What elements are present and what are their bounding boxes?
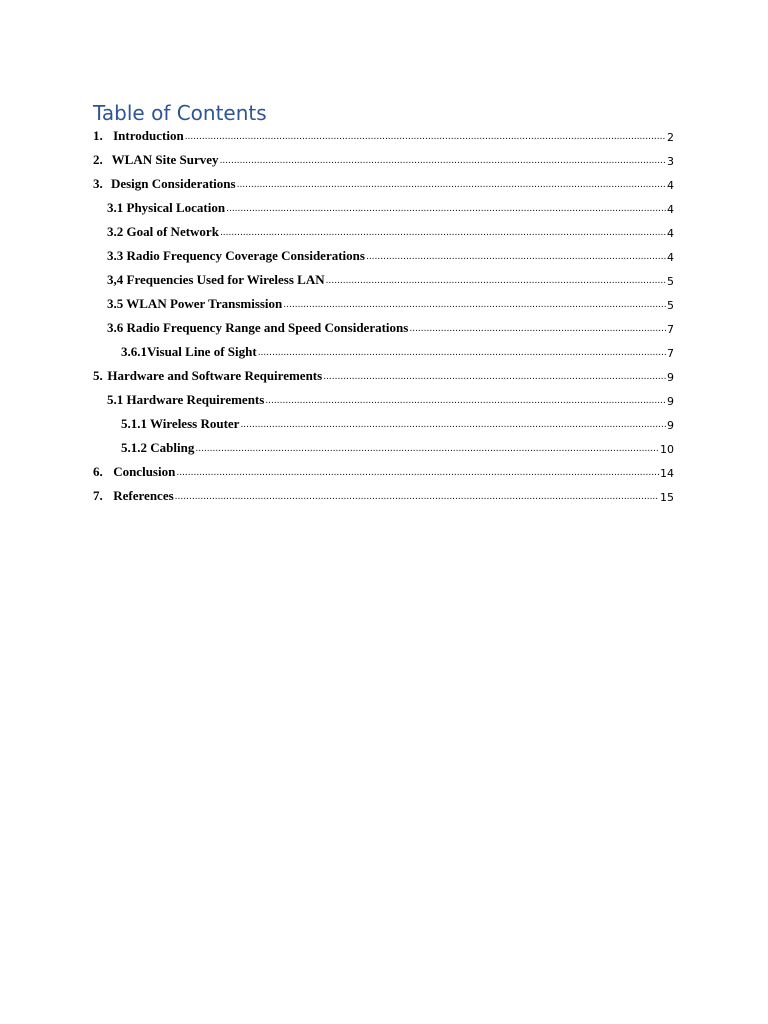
dot-leader xyxy=(185,130,666,144)
toc-entry-title: 5.1.2 Cabling xyxy=(121,440,195,455)
toc-entry-number: 3.6.1 xyxy=(121,344,147,359)
toc-entry-title: 5.1.1 Wireless Router xyxy=(121,416,240,431)
toc-entry-power-transmission[interactable] xyxy=(107,292,674,312)
toc-entry-page: 4 xyxy=(667,179,674,192)
toc-entry-title: Introduction xyxy=(113,128,184,143)
toc-entry-page: 7 xyxy=(667,323,674,336)
toc-entry-number: 6. xyxy=(93,464,103,479)
toc-entry-title: 3,4 Frequencies Used for Wireless LAN xyxy=(107,272,325,287)
toc-entry-introduction[interactable] xyxy=(93,124,674,144)
toc-entry-page: 4 xyxy=(667,251,674,264)
toc-entry-page: 2 xyxy=(667,131,674,144)
toc-entry-wlan-site-survey[interactable] xyxy=(93,148,674,168)
toc-entry-wireless-router[interactable] xyxy=(121,412,674,432)
dot-leader xyxy=(265,394,666,408)
toc-entry-hw-sw-requirements[interactable] xyxy=(93,364,674,384)
toc-entry-page: 15 xyxy=(660,491,674,504)
dot-leader xyxy=(323,370,666,384)
toc-entry-visual-line-of-sight[interactable] xyxy=(121,340,674,360)
dot-leader xyxy=(366,250,666,264)
dot-leader xyxy=(175,490,659,504)
toc-entry-page: 9 xyxy=(667,371,674,384)
toc-entry-page: 5 xyxy=(667,299,674,312)
toc-entry-physical-location[interactable] xyxy=(107,196,674,216)
dot-leader xyxy=(237,178,666,192)
toc-entry-page: 5 xyxy=(667,275,674,288)
toc-entry-number: 1. xyxy=(93,128,103,143)
toc-heading: Table of Contents xyxy=(93,101,267,125)
toc-entry-hardware-requirements[interactable] xyxy=(107,388,674,408)
toc-entry-goal-of-network[interactable] xyxy=(107,220,674,240)
dot-leader xyxy=(283,298,666,312)
toc-entry-design-considerations[interactable] xyxy=(93,172,674,192)
toc-entry-page: 10 xyxy=(660,443,674,456)
toc-entry-title: 3.2 Goal of Network xyxy=(107,224,219,239)
toc-entry-page: 9 xyxy=(667,395,674,408)
dot-leader xyxy=(326,274,666,288)
toc-entry-title: 3.5 WLAN Power Transmission xyxy=(107,296,283,311)
toc-entry-references[interactable] xyxy=(93,484,674,504)
toc-entry-number: 2. xyxy=(93,152,103,167)
toc-entry-title: Design Considerations xyxy=(110,176,236,191)
toc-entry-frequencies[interactable] xyxy=(107,268,674,288)
toc-entry-page: 3 xyxy=(667,155,674,168)
dot-leader xyxy=(176,466,659,480)
dot-leader xyxy=(240,418,666,432)
toc-entry-title: 5.1 Hardware Requirements xyxy=(107,392,265,407)
toc-entry-page: 9 xyxy=(667,419,674,432)
toc-entry-title: Conclusion xyxy=(113,464,176,479)
toc-entry-title: Visual Line of Sight xyxy=(147,344,257,359)
toc-entry-title: References xyxy=(113,488,174,503)
dot-leader xyxy=(220,154,666,168)
toc-entry-rf-coverage[interactable] xyxy=(107,244,674,264)
dot-leader xyxy=(220,226,666,240)
toc-entry-page: 4 xyxy=(667,227,674,240)
dot-leader xyxy=(226,202,666,216)
toc-entry-title: 3.3 Radio Frequency Coverage Considerations xyxy=(107,248,365,263)
toc-entry-page: 7 xyxy=(667,347,674,360)
toc-entry-conclusion[interactable] xyxy=(93,460,674,480)
toc-entry-rf-range-speed[interactable] xyxy=(107,316,674,336)
dot-leader xyxy=(258,346,666,360)
toc-entry-number: 7. xyxy=(93,488,103,503)
toc-entry-title: WLAN Site Survey xyxy=(111,152,219,167)
toc-entry-number: 5. xyxy=(93,368,103,383)
toc-entry-title: Hardware and Software Requirements xyxy=(107,368,323,383)
toc-entry-title: 3.1 Physical Location xyxy=(107,200,226,215)
dot-leader xyxy=(195,442,659,456)
toc-entry-cabling[interactable] xyxy=(121,436,674,456)
toc-entry-page: 14 xyxy=(660,467,674,480)
dot-leader xyxy=(409,322,666,336)
toc-entry-number: 3. xyxy=(93,176,103,191)
toc-entry-title: 3.6 Radio Frequency Range and Speed Considerations xyxy=(107,320,409,335)
toc-entry-page: 4 xyxy=(667,203,674,216)
